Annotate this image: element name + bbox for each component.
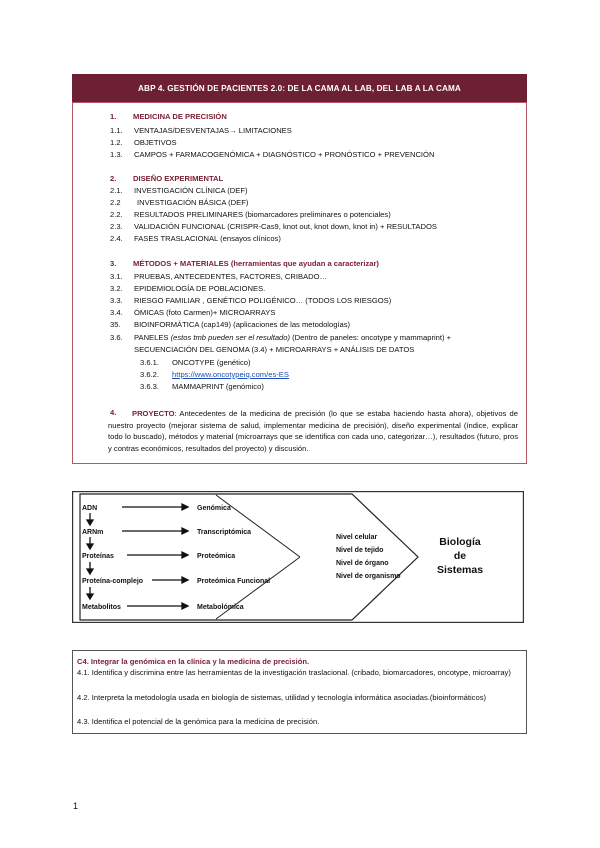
subitem-text: MAMMAPRINT (genómico) — [172, 382, 264, 391]
item-number: 2.4. — [110, 234, 123, 243]
section-3-number: 3. — [110, 259, 117, 268]
item-3-6-line2: SECUENCIACIÓN DEL GENOMA (3.4) + MICROARRAYS + ANÁLISIS DE DATOS — [134, 345, 415, 354]
item-text: EPIDEMIOLOGÍA DE POBLACIONES. — [134, 284, 266, 293]
arrow-head — [87, 520, 93, 525]
arrow-head — [87, 594, 93, 599]
arrow-head — [182, 504, 188, 510]
diagram-left-label: Proteína-complejo — [82, 578, 144, 585]
result-label: de — [453, 550, 467, 562]
item-number: 2.2 — [110, 198, 121, 207]
section-3-title: MÉTODOS + MATERIALES (herramientas que ayudan a caracterizar) — [133, 259, 379, 268]
diagram-right-label: Metabolómica — [197, 604, 244, 611]
result-label: Sistemas — [436, 564, 484, 576]
item-text: INVESTIGACIÓN CLÍNICA (DEF) — [134, 186, 248, 195]
item-number: 2.1. — [110, 186, 123, 195]
item-number: 2.3. — [110, 222, 123, 231]
item-text: OBJETIVOS — [134, 138, 177, 147]
document-banner: ABP 4. GESTIÓN DE PACIENTES 2.0: DE LA CAMA AL LAB, DEL LAB A LA CAMA — [72, 74, 527, 102]
diagram-left-label: Metabolitos — [82, 604, 121, 611]
item-text: CAMPOS + FARMACOGENÓMICA + DIAGNÓSTICO + PRONÓSTICO + PREVENCIÓN — [134, 150, 435, 159]
item-number: 2.2. — [110, 210, 123, 219]
subitem-number: 3.6.1. — [140, 358, 159, 367]
item-text: INVESTIGACIÓN BÁSICA (DEF) — [137, 198, 249, 207]
section-4-number: 4. — [110, 408, 117, 417]
diagram-left-label: ADN — [82, 505, 98, 512]
arrow-head — [182, 528, 188, 534]
subitem-number: 3.6.2. — [140, 370, 159, 379]
item-text: RESULTADOS PRELIMINARES (biomarcadores preliminares o potenciales) — [134, 210, 391, 219]
level-label: Nivel de organismo — [336, 573, 401, 580]
competencies-box — [72, 650, 527, 734]
item-number: 3.4. — [110, 308, 123, 317]
item-text: VENTAJAS/DESVENTAJAS→ LIMITACIONES — [134, 126, 292, 135]
project-text: : Antecedentes de la medicina de precisión (lo que se estaba haciendo hasta ahora), objetivos de nuestro proyecto (mejorar sistema de salud, implementar medicina de precisión), diseño experimental (índice, explicar todo lo buscado), métodos y material (microarrays que se identifica con cada uno, categorizar…), resultados (futuro, pros y contras económicos, resultados del proyecto) y discusión. — [108, 409, 518, 453]
diagram-right-label: Transcriptómica — [197, 529, 252, 536]
subitem-number: 3.6.3. — [140, 382, 159, 391]
page-number: 1 — [73, 801, 79, 811]
panels-detail: (Dentro de paneles: oncotype y mammaprint) + — [290, 333, 452, 342]
item-3-6-text — [134, 333, 451, 343]
item-text: FASES TRASLACIONAL (ensayos clínicos) — [134, 234, 281, 243]
panels-note: (estos tmb pueden ser el resultado) — [170, 333, 291, 342]
section-2-number: 2. — [110, 174, 117, 183]
item-text: VALIDACIÓN FUNCIONAL (CRISPR-Cas9, knot out, knot down, knot in) + RESULTADOS — [134, 222, 437, 231]
systems-biology-diagram — [72, 491, 524, 623]
section-1-number: 1. — [110, 112, 117, 121]
chevron-shape — [80, 494, 418, 620]
item-number: 3.6. — [110, 333, 123, 342]
item-text: BIOINFORMÁTICA (cap149) (aplicaciones de las metodologías) — [134, 320, 351, 329]
item-text: ÓMICAS (foto Carmen)+ MICROARRAYS — [134, 308, 276, 317]
item-number: 3.1. — [110, 272, 123, 281]
level-label: Nivel celular — [336, 534, 378, 541]
item-number: 3.2. — [110, 284, 123, 293]
item-number: 1.1. — [110, 126, 123, 135]
competency-item: 4.1. Identifica y discrimina entre las herramientas de la investigación traslacional. (cribado, biomarcadores, oncotype, microarray) — [77, 668, 511, 677]
item-number: 3.3. — [110, 296, 123, 305]
competency-title: C4. Integrar la genómica en la clínica y la medicina de precisión. — [77, 657, 310, 666]
arrow-head — [182, 577, 188, 583]
section-4-title: PROYECTO — [132, 409, 175, 418]
competency-item: 4.2. Interpreta la metodología usada en biología de sistemas, utilidad y tecnología informática asociadas.(bioinformáticos) — [77, 693, 487, 702]
arrow-head — [87, 544, 93, 549]
oncotype-link[interactable]: https://www.oncotypeiq.com/es-ES — [172, 370, 289, 379]
result-label: Biología — [439, 536, 481, 548]
diagram-right-label: Proteómica — [197, 553, 236, 560]
item-number: 35. — [110, 320, 121, 329]
panels-label: PANELES — [134, 333, 171, 342]
section-1-title: MEDICINA DE PRECISIÓN — [133, 112, 227, 121]
diagram-left-label: Proteínas — [82, 553, 114, 560]
diagram-left-label: ARNm — [82, 529, 104, 536]
competency-item: 4.3. Identifica el potencial de la genómica para la medicina de precisión. — [77, 717, 320, 726]
subitem-text: ONCOTYPE (genético) — [172, 358, 251, 367]
arrow-head — [87, 569, 93, 574]
item-text: PRUEBAS, ANTECEDENTES, FACTORES, CRIBADO… — [134, 272, 328, 281]
level-label: Nivel de órgano — [336, 560, 389, 567]
diagram-right-label: Proteómica Funcional — [197, 578, 271, 585]
level-label: Nivel de tejido — [336, 547, 384, 554]
arrow-head — [182, 552, 188, 558]
item-text: RIESGO FAMILIAR , GENÉTICO POLIGÉNICO… (TODOS LOS RIESGOS) — [134, 296, 392, 305]
item-number: 1.3. — [110, 150, 123, 159]
arrow-head — [182, 603, 188, 609]
project-paragraph — [108, 408, 518, 454]
section-2-title: DISEÑO EXPERIMENTAL — [133, 174, 224, 183]
item-number: 1.2. — [110, 138, 123, 147]
diagram-right-label: Genómica — [197, 505, 231, 512]
